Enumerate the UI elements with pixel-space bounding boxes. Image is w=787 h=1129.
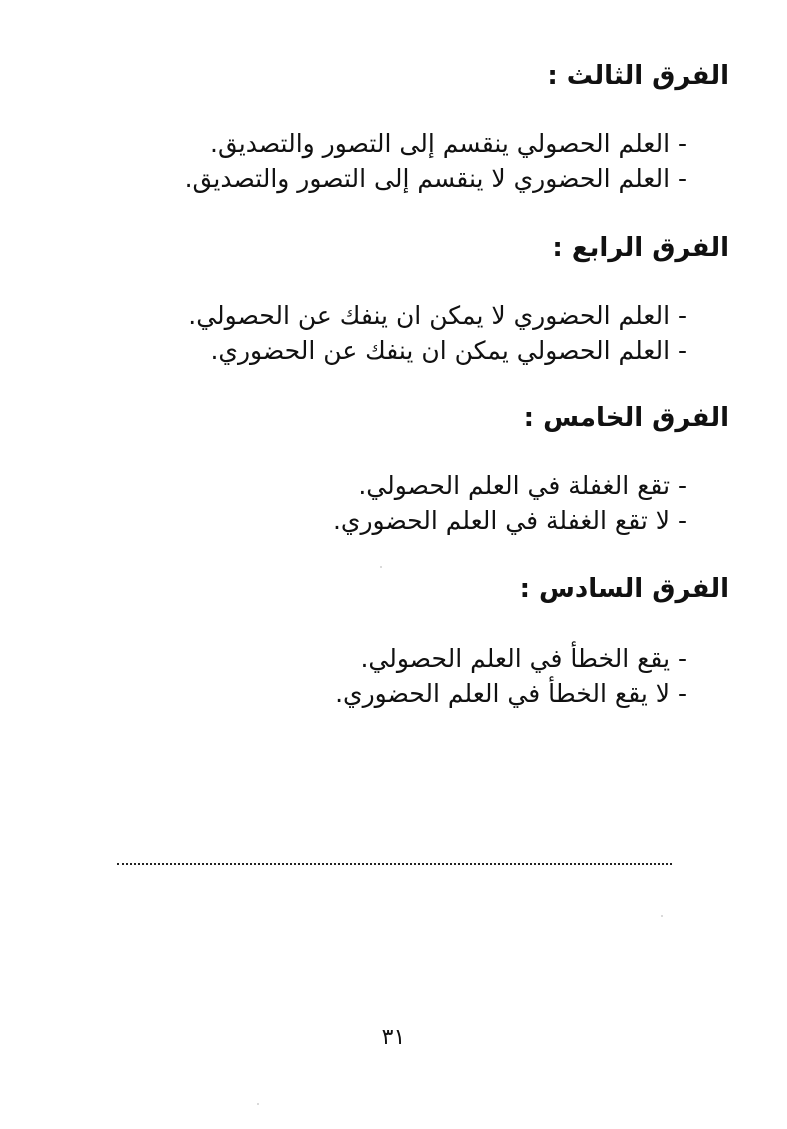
section-third-line-1: - العلم الحصولي ينقسم إلى التصور والتصديق. — [210, 129, 687, 158]
page-number: ٣١ — [381, 1025, 406, 1050]
section-heading-third: الفرق الثالث : — [547, 61, 729, 91]
section-fifth-line-1: - تقع الغفلة في العلم الحصولي. — [358, 471, 687, 500]
section-heading-fourth: الفرق الرابع : — [552, 233, 729, 263]
scan-speck — [661, 915, 663, 917]
section-fifth-line-2: - لا تقع الغفلة في العلم الحضوري. — [332, 506, 687, 535]
section-fourth-line-2: - العلم الحصولي يمكن ان ينفك عن الحضوري. — [210, 336, 687, 365]
section-heading-sixth: الفرق السادس : — [519, 574, 729, 604]
scan-speck — [380, 566, 382, 568]
section-third-line-2: - العلم الحضوري لا ينقسم إلى التصور والتصديق. — [184, 164, 687, 193]
section-sixth-line-2: - لا يقع الخطأ في العلم الحضوري. — [335, 679, 687, 708]
dotted-divider — [117, 863, 672, 865]
section-sixth-line-1: - يقع الخطأ في العلم الحصولي. — [360, 644, 687, 673]
scan-speck — [257, 1103, 259, 1105]
section-heading-fifth: الفرق الخامس : — [523, 403, 729, 433]
section-fourth-line-1: - العلم الحضوري لا يمكن ان ينفك عن الحصولي. — [188, 301, 687, 330]
